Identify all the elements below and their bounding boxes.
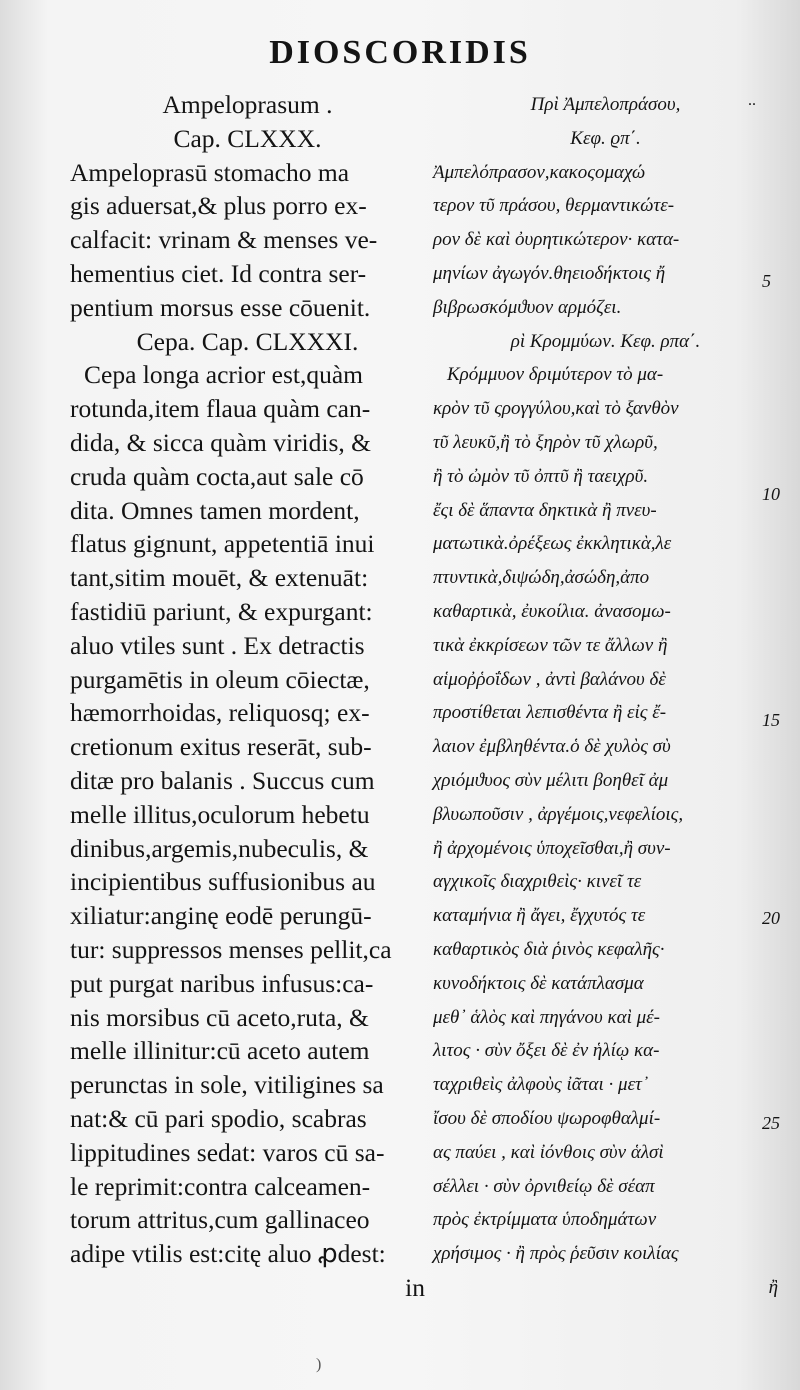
greek-line: μεθ᾽ ἁλὸς καὶ πηγάνου καὶ μέ- <box>433 1006 660 1028</box>
latin-line: hæmorrhoidas, reliquosq; ex- <box>70 698 370 728</box>
latin-line: hementius ciet. Id contra ser- <box>70 258 367 288</box>
latin-heading: Cepa. Cap. CLXXXI. <box>136 326 359 356</box>
running-head: DIOSCORIDIS <box>269 34 531 71</box>
latin-line: rotunda,item flaua quàm can- <box>70 394 371 424</box>
bottom-mark: ) <box>316 1356 322 1373</box>
greek-column <box>433 88 778 1305</box>
greek-heading: ρὶ Κρομμύων. Κεφ. ρπα΄. <box>510 330 701 352</box>
latin-line: dida, & sicca quàm viridis, & <box>70 427 371 457</box>
greek-line: βλυωποῦσιν , ἀργέμοις,νεφελίοις, <box>433 803 684 825</box>
latin-line: calfacit: vrinam & menses ve- <box>70 225 378 255</box>
latin-line: dinibus,argemis,nubeculis, & <box>70 833 369 863</box>
line-number: 10 <box>762 484 780 504</box>
greek-line: σέλλει · σὺν ὀρνιθείῳ δὲ σέαπ <box>433 1175 655 1197</box>
greek-line: κρὸν τῦ ςρογγύλου,καὶ τὸ ξανθὸν <box>433 398 679 420</box>
latin-line: aluo vtiles sunt . Ex detractis <box>70 630 365 660</box>
greek-line: λιτος · σὺν ὄξει δὲ ἐν ἡλίῳ κα- <box>433 1040 660 1062</box>
greek-line: ματωτικὰ.ὀρέξεως ἐκκλητικὰ,λε <box>433 533 672 555</box>
latin-line: melle illitus,oculorum hebetu <box>70 799 370 829</box>
margin-mark: .. <box>748 92 756 109</box>
latin-line: tant,sitim mouēt, & extenuāt: <box>70 563 369 593</box>
greek-line: τῦ λευκῦ,ἢ τὸ ξηρὸν τῦ χλωρῦ, <box>433 431 658 453</box>
latin-line: Cepa longa acrior est,quàm <box>84 360 363 390</box>
latin-chapter: Cap. CLXXX. <box>173 123 322 153</box>
latin-line: purgamētis in oleum cōiectæ, <box>70 664 370 694</box>
latin-line: cruda quàm cocta,aut sale cō <box>70 461 364 491</box>
latin-line: Ampeloprasū stomacho ma <box>70 157 350 187</box>
latin-line: melle illinitur:cū aceto autem <box>70 1036 370 1066</box>
greek-line: Κρόμμυον δριμύτερον τὸ μα- <box>447 364 664 386</box>
greek-line: αἱμοῤῥοΐδων , ἀντὶ βαλάνου δὲ <box>433 668 666 690</box>
greek-line: προστίθεται λεπισθέντα ἢ εἰς ἔ- <box>433 702 667 724</box>
latin-line: lippitudines sedat: varos cū sa- <box>70 1137 385 1167</box>
greek-line: τικὰ ἐκκρίσεων τῶν τε ἄλλων ἢ <box>433 634 668 656</box>
latin-line: le reprimit:contra calceamen- <box>70 1171 371 1201</box>
greek-line: ἔςι δὲ ἅπαντα δηκτικὰ ἢ πνευ- <box>433 499 657 521</box>
line-number: 5 <box>762 271 771 291</box>
greek-line: καθαρτικὰ, ἐυκοίλια. ἀνασομω- <box>433 600 671 622</box>
latin-line: pentium morsus esse cōuenit. <box>70 292 371 322</box>
latin-line: incipientibus suffusionibus au <box>70 867 376 897</box>
latin-line: nis morsibus cū aceto,ruta, & <box>70 1002 369 1032</box>
greek-line: Ἀμπελόπρασον,κακοςομαχώ <box>433 161 646 183</box>
greek-line: ρον δὲ καὶ ὀυρητικώτερον· κατα- <box>433 229 680 251</box>
greek-line: πρὸς ἐκτρίμματα ὑποδημάτων <box>433 1209 657 1231</box>
latin-column <box>70 88 425 1305</box>
greek-line: μηνίων ἀγωγόν.θηειοδήκτοις ἤ <box>433 262 666 284</box>
greek-chapter: Κεφ. ϱπ΄. <box>570 127 641 149</box>
latin-line: fastidiū pariunt, & expurgant: <box>70 596 373 626</box>
greek-line: αγχικοῖς διαχριθεὶς· κινεῖ τε <box>433 871 642 893</box>
greek-line: ἢ τὸ ὠμὸν τῦ ὀπτῦ ἢ ταειχρῦ. <box>433 465 649 487</box>
greek-line: κυνοδήκτοις δὲ κατάπλασμα <box>433 972 644 994</box>
latin-line: xiliatur:anginę eodē perungū- <box>70 901 372 931</box>
greek-line: τερον τῦ πράσου, θερμαντικώτε- <box>433 195 675 217</box>
greek-line: χρήσιμος · ἢ πρὸς ῥεῦσιν κοιλίας <box>433 1243 679 1265</box>
greek-line: ἴσου δὲ σποδίου ψωροφθαλμί- <box>433 1107 661 1129</box>
latin-line: perunctas in sole, vitiligines sa <box>70 1070 384 1100</box>
greek-line: χριόμϑυος σὺν μέλιτι βοηθεῖ ἀμ <box>433 769 669 791</box>
greek-line: καθαρτικὸς διὰ ῥινὸς κεφαλῆς· <box>433 938 665 960</box>
latin-line: ditæ pro balanis . Succus cum <box>70 765 375 795</box>
latin-catchword: in <box>405 1272 425 1302</box>
latin-line: dita. Omnes tamen mordent, <box>70 495 360 525</box>
greek-heading: Πρὶ Ἀμπελοπράσου, <box>530 94 681 115</box>
greek-line: ας παύει , καὶ ἰόνθοις σὺν ἁλσὶ <box>433 1141 664 1163</box>
latin-line: put purgat naribus infusus:ca- <box>70 968 374 998</box>
greek-line: πτυντικὰ,διψώδη,ἀσώδη,ἀπο <box>433 567 650 589</box>
greek-line: λαιον ἐμβληθέντα.ὁ δὲ χυλὸς σὺ <box>433 736 671 758</box>
line-number: 25 <box>762 1113 780 1133</box>
greek-line: ἢ ἀρχομένοις ὑποχεῖσθαι,ἢ συν- <box>433 837 671 859</box>
latin-line: nat:& cū pari spodio, scabras <box>70 1103 367 1133</box>
latin-line: gis aduersat,& plus porro ex- <box>70 191 367 221</box>
latin-line: flatus gignunt, appetentiā inui <box>70 529 375 559</box>
line-number: 15 <box>762 710 780 730</box>
latin-line: adipe vtilis est:citę aluo ꝓdest: <box>70 1239 386 1269</box>
latin-line: tur: suppressos menses pellit,ca <box>70 934 392 964</box>
latin-heading: Ampeloprasum . <box>162 90 333 119</box>
greek-line: καταμήνια ἢ ἄγει, ἔγχυτός τε <box>433 905 646 927</box>
latin-line: cretionum exitus reserāt, sub- <box>70 732 372 762</box>
greek-catchword: ἢ <box>768 1276 778 1298</box>
line-number: 20 <box>762 908 780 928</box>
latin-line: torum attritus,cum gallinaceo <box>70 1205 370 1235</box>
greek-line: ταχριθεὶς ἀλφοὺς ἰᾶται · μετ᾽ <box>433 1074 649 1096</box>
greek-line: βιβρωσκόμϑυον αρμόζει. <box>433 296 622 318</box>
